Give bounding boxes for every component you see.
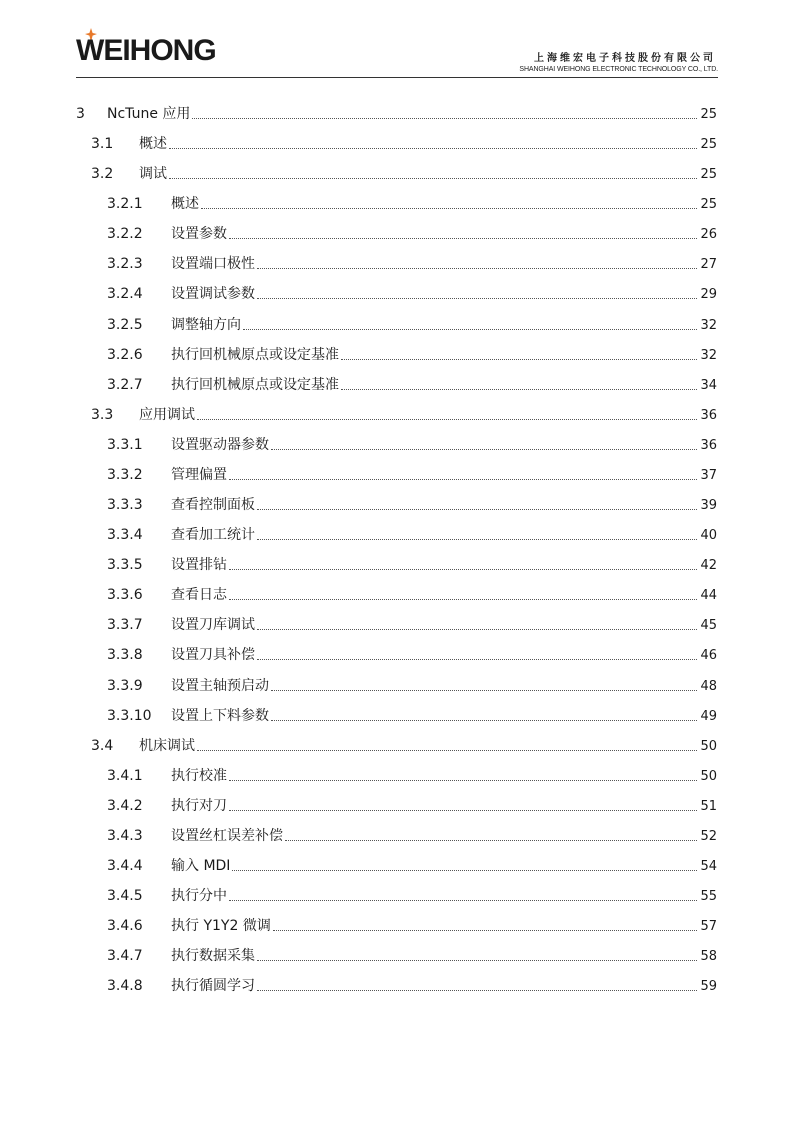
toc-entry[interactable]: [107, 194, 717, 214]
toc-entry-number: 3.4.1: [107, 767, 143, 784]
toc-entry-title: 执行 Y1Y2 微调: [171, 918, 271, 935]
page-header: [0, 0, 793, 80]
toc-entry-title: 设置调试参数: [171, 286, 255, 303]
toc-entry-number: 3.4.2: [107, 797, 143, 814]
toc-entry[interactable]: [107, 284, 717, 304]
toc-entry-title: 执行回机械原点或设定基准: [171, 346, 339, 363]
logo-text: WEIHONG: [76, 34, 216, 67]
toc-entry-page: 32: [700, 317, 717, 333]
toc-entry[interactable]: [107, 796, 717, 816]
toc-entry-page: 48: [700, 678, 717, 694]
toc-entry[interactable]: [107, 886, 717, 906]
toc-entry-page: 27: [700, 257, 717, 273]
toc-entry-title: 设置刀库调试: [171, 617, 255, 634]
toc-entry-page: 49: [700, 708, 717, 724]
toc-entry-number: 3.3.4: [107, 527, 143, 544]
toc-entry-title: 管理偏置: [171, 466, 227, 483]
toc-dot-leader: [229, 780, 697, 781]
toc-entry[interactable]: [107, 615, 717, 635]
toc-entry-number: 3.2.4: [107, 286, 143, 303]
toc-entry[interactable]: [107, 645, 717, 665]
toc-entry-page: 25: [700, 197, 717, 213]
toc-entry-title: 执行校准: [171, 767, 227, 784]
toc-entry-page: 46: [700, 648, 717, 664]
toc-entry[interactable]: [91, 736, 717, 756]
toc-entry-page: 25: [700, 167, 717, 183]
toc-entry-page: 26: [700, 227, 717, 243]
toc-entry[interactable]: [107, 254, 717, 274]
toc-entry-number: 3.4.6: [107, 918, 143, 935]
toc-entry-title: 查看加工统计: [171, 527, 255, 544]
toc-dot-leader: [271, 720, 697, 721]
toc-entry-title: 设置端口极性: [171, 256, 255, 273]
toc-entry[interactable]: [91, 164, 717, 184]
toc-entry-title: 设置丝杠误差补偿: [171, 827, 283, 844]
toc-entry-number: 3.2.2: [107, 226, 143, 243]
toc-entry-page: 42: [700, 558, 717, 574]
toc-dot-leader: [257, 298, 697, 299]
toc-entry-title: 设置驱动器参数: [171, 436, 269, 453]
toc-entry-title: 执行回机械原点或设定基准: [171, 376, 339, 393]
toc-entry-page: 59: [700, 979, 717, 995]
toc-dot-leader: [257, 629, 697, 630]
toc-entry-number: 3.4.3: [107, 827, 143, 844]
toc-entry-title: 调试: [139, 166, 167, 183]
toc-entry-page: 37: [700, 467, 717, 483]
toc-entry-title: 设置刀具补偿: [171, 647, 255, 664]
toc-entry[interactable]: [107, 706, 717, 726]
toc-entry-title: 应用调试: [139, 406, 195, 423]
toc-entry-number: 3.2.6: [107, 346, 143, 363]
toc-entry-number: 3.3.5: [107, 557, 143, 574]
toc-dot-leader: [229, 810, 697, 811]
toc-entry-page: 44: [700, 588, 717, 604]
company-name-en: SHANGHAI WEIHONG ELECTRONIC TECHNOLOGY CO., LTD.: [519, 66, 718, 73]
toc-entry-title: 查看日志: [171, 587, 227, 604]
toc-entry-title: 调整轴方向: [171, 316, 241, 333]
toc-dot-leader: [229, 479, 697, 480]
toc-dot-leader: [197, 750, 697, 751]
toc-entry-number: 3: [76, 106, 85, 122]
toc-entry-page: 32: [700, 347, 717, 363]
toc-entry-number: 3.3.8: [107, 647, 143, 664]
toc-dot-leader: [285, 840, 697, 841]
toc-entry-page: 36: [700, 437, 717, 453]
toc-entry-page: 39: [700, 498, 717, 514]
toc-entry-number: 3.4.5: [107, 888, 143, 905]
toc-entry[interactable]: [107, 345, 717, 365]
toc-dot-leader: [257, 960, 697, 961]
toc-entry-page: 50: [700, 768, 717, 784]
toc-entry-number: 3.2.5: [107, 316, 143, 333]
toc-entry[interactable]: [107, 495, 717, 515]
toc-dot-leader: [201, 208, 697, 209]
toc-entry-number: 3.4.4: [107, 858, 143, 874]
toc-entry[interactable]: [107, 826, 717, 846]
toc-entry-number: 3.4.8: [107, 978, 143, 995]
toc-entry-number: 3.2.3: [107, 256, 143, 273]
header-divider: [76, 77, 718, 78]
toc-entry-page: 29: [700, 287, 717, 303]
toc-entry-page: 34: [700, 377, 717, 393]
toc-entry[interactable]: [107, 976, 717, 996]
toc-dot-leader: [232, 870, 697, 871]
toc-entry-page: 36: [700, 407, 717, 423]
toc-dot-leader: [229, 900, 697, 901]
toc-entry[interactable]: [107, 916, 717, 936]
toc-dot-leader: [243, 329, 697, 330]
toc-entry-title: 设置参数: [171, 226, 227, 243]
toc-dot-leader: [229, 238, 697, 239]
toc-entry-title: 执行数据采集: [171, 948, 255, 965]
toc-entry-page: 50: [700, 738, 717, 754]
toc-entry[interactable]: [107, 224, 717, 244]
toc-entry-title: 执行对刀: [171, 797, 227, 814]
toc-entry-title: 执行循圆学习: [171, 978, 255, 995]
toc-entry[interactable]: [107, 856, 717, 876]
toc-entry[interactable]: [91, 134, 717, 154]
toc-entry-title: 执行分中: [171, 888, 227, 905]
toc-entry[interactable]: [107, 676, 717, 696]
toc-entry[interactable]: [107, 525, 717, 545]
toc-entry-number: 3.3.1: [107, 436, 143, 453]
toc-entry-title: 设置主轴预启动: [171, 677, 269, 694]
toc-entry-page: 25: [700, 107, 717, 122]
toc-dot-leader: [257, 990, 697, 991]
toc-dot-leader: [257, 659, 697, 660]
toc-entry-title: 设置上下料参数: [171, 707, 269, 724]
toc-entry-title: 查看控制面板: [171, 497, 255, 514]
toc-entry-page: 40: [700, 528, 717, 544]
toc-entry[interactable]: [107, 315, 717, 335]
toc-entry-title: 概述: [139, 136, 167, 153]
toc-entry-number: 3.2.1: [107, 196, 143, 213]
toc-entry-page: 57: [700, 919, 717, 935]
toc-entry-page: 51: [700, 798, 717, 814]
toc-entry-title: NcTune 应用: [107, 106, 191, 122]
toc-entry-page: 58: [700, 949, 717, 965]
toc-entry-number: 3.1: [91, 136, 114, 153]
toc-entry-title: 概述: [171, 196, 199, 213]
toc-dot-leader: [271, 690, 697, 691]
toc-entry-number: 3.3.3: [107, 497, 143, 514]
toc-dot-leader: [229, 599, 697, 600]
toc-entry-title: 机床调试: [139, 737, 195, 754]
toc-dot-leader: [197, 419, 697, 420]
toc-entry[interactable]: [107, 465, 717, 485]
toc-entry[interactable]: [107, 435, 717, 455]
toc-entry-number: 3.4.7: [107, 948, 143, 965]
toc-entry-page: 45: [700, 618, 717, 634]
toc-entry-number: 3.3: [91, 406, 114, 423]
toc-entry-number: 3.4: [91, 737, 114, 754]
toc-entry-page: 25: [700, 137, 717, 153]
toc-entry[interactable]: [76, 104, 717, 124]
toc-entry-number: 3.3.6: [107, 587, 143, 604]
toc-entry-number: 3.3.9: [107, 677, 143, 694]
toc-entry-number: 3.2.7: [107, 376, 143, 393]
toc-entry[interactable]: [107, 555, 717, 575]
toc-entry[interactable]: [107, 585, 717, 605]
toc-entry[interactable]: [107, 946, 717, 966]
toc-entry-page: 54: [700, 859, 717, 874]
toc-entry[interactable]: [107, 375, 717, 395]
toc-entry-title: 输入 MDI: [171, 858, 231, 874]
toc-entry-page: 55: [700, 889, 717, 905]
toc-entry-number: 3.3.7: [107, 617, 143, 634]
toc-entry-page: 52: [700, 828, 717, 844]
toc-dot-leader: [229, 569, 697, 570]
toc-dot-leader: [257, 509, 697, 510]
toc-entry[interactable]: [107, 766, 717, 786]
toc-entry-title: 设置排钻: [171, 557, 227, 574]
toc-dot-leader: [257, 539, 697, 540]
toc-dot-leader: [192, 118, 697, 119]
toc-entry[interactable]: [91, 405, 717, 425]
toc-dot-leader: [341, 389, 697, 390]
toc-entry-number: 3.2: [91, 166, 114, 183]
toc-dot-leader: [169, 178, 697, 179]
toc-dot-leader: [169, 148, 697, 149]
toc-dot-leader: [341, 359, 697, 360]
toc-entry-number: 3.3.10: [107, 707, 152, 724]
toc-entry-number: 3.3.2: [107, 466, 143, 483]
company-name-cn: 上海维宏电子科技股份有限公司: [534, 53, 716, 64]
toc-dot-leader: [257, 268, 697, 269]
toc-dot-leader: [273, 930, 697, 931]
toc-dot-leader: [271, 449, 697, 450]
